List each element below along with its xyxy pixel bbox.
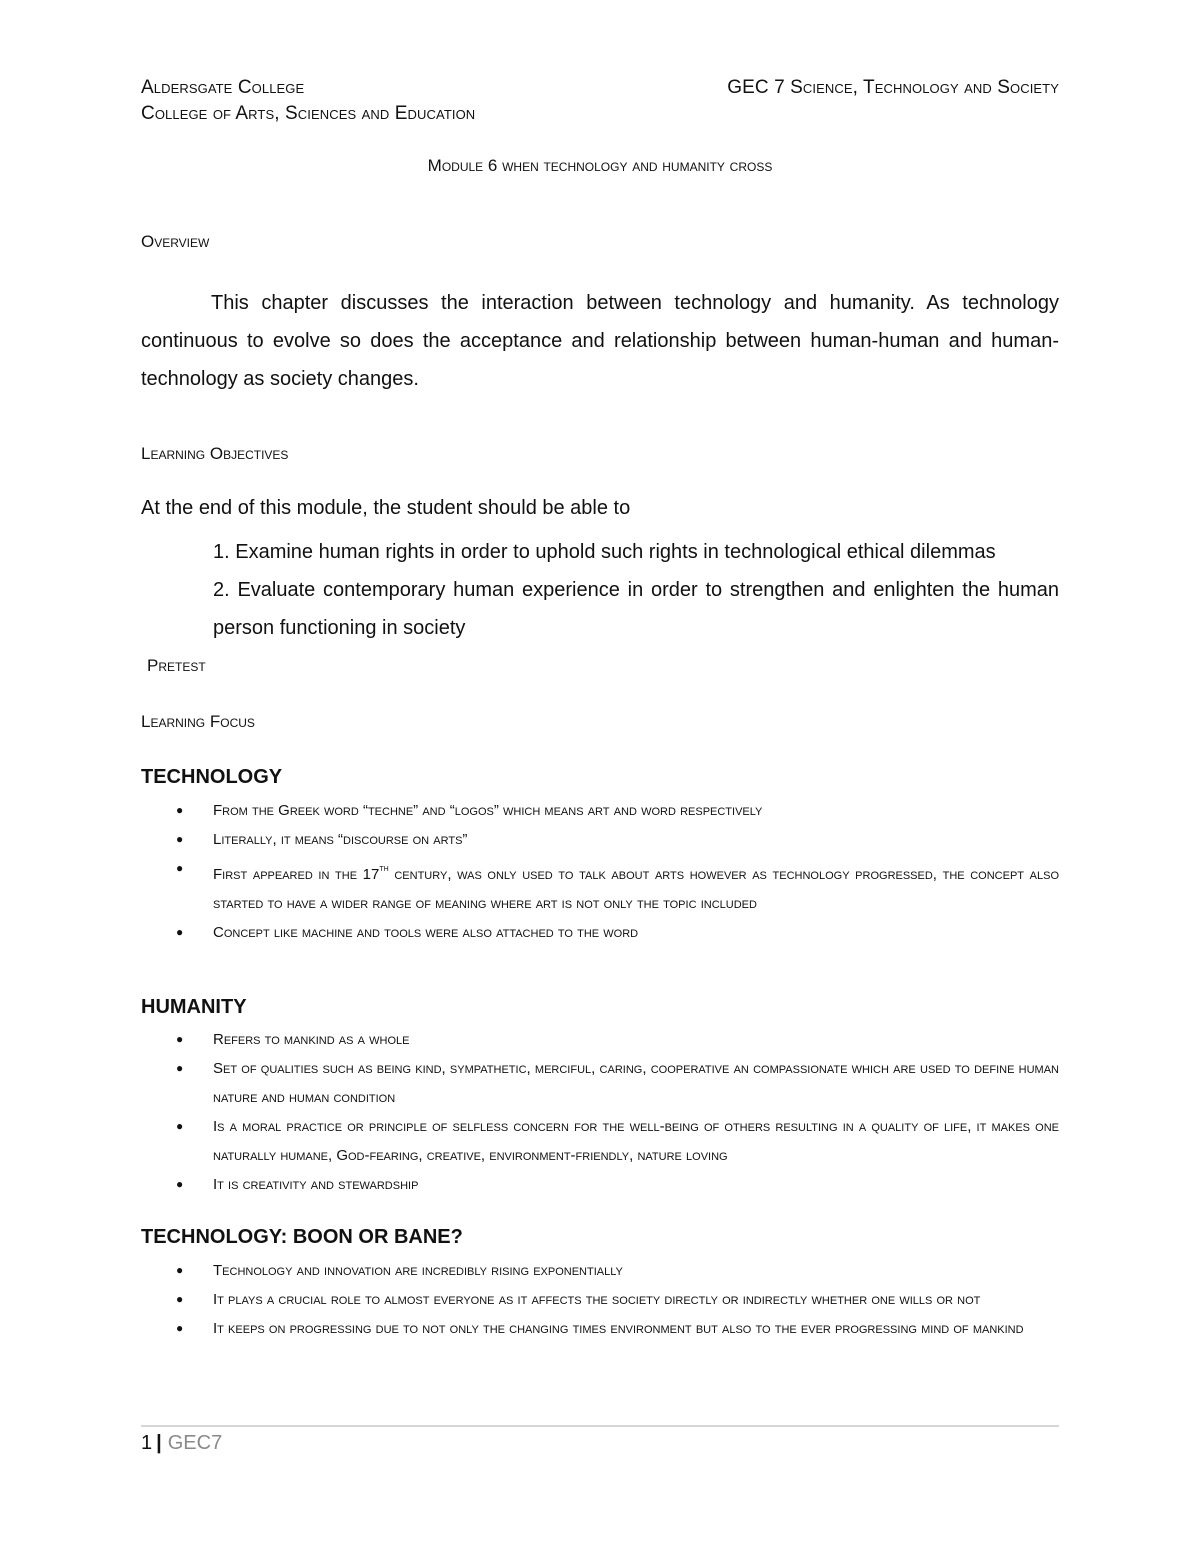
college-name: College of Arts, Sciences and Education xyxy=(141,103,476,124)
bullet-icon: ● xyxy=(176,1061,184,1075)
overview-heading: Overview xyxy=(141,232,210,251)
list-item: ● Concept like machine and tools were also attached to the word xyxy=(141,918,1059,947)
humanity-list xyxy=(141,1025,1059,1199)
technology-heading: TECHNOLOGY xyxy=(141,766,283,788)
list-item: ● Technology and innovation are incredibly rising exponentially xyxy=(141,1256,1059,1285)
list-item: ● It is creativity and stewardship xyxy=(141,1170,1059,1199)
module-subtitle: when technology and humanity cross xyxy=(502,156,773,175)
bullet-icon: ● xyxy=(176,861,184,875)
module-title xyxy=(0,156,1200,176)
institution-name: Aldersgate College xyxy=(141,77,305,98)
boon-or-bane-heading: TECHNOLOGY: BOON OR BANE? xyxy=(141,1226,463,1248)
list-item: ● Refers to mankind as a whole xyxy=(141,1025,1059,1054)
humanity-heading: HUMANITY xyxy=(141,996,247,1018)
overview-text: This chapter discusses the interaction between technology and humanity. As technology continuous to evolve so does the acceptance and relationship between human-human and human- technology as society changes. xyxy=(141,292,1059,390)
list-item: ● It plays a crucial role to almost everyone as it affects the society directly or indirectly whether one wills or not xyxy=(141,1285,1059,1314)
bullet-icon: ● xyxy=(176,1292,184,1306)
page-footer xyxy=(141,1432,222,1455)
page-number: 1 xyxy=(141,1432,153,1454)
learning-focus-heading: Learning Focus xyxy=(141,712,255,731)
bullet-icon: ● xyxy=(176,1177,184,1191)
course-title: GEC 7 Science, Technology and Society xyxy=(727,77,1059,98)
bullet-icon: ● xyxy=(176,1263,184,1277)
objective-item-2: 2. Evaluate contemporary human experience in order to strengthen and enlighten the human person functioning in society xyxy=(213,579,1059,639)
module-label: Module 6 xyxy=(427,156,498,175)
technology-list xyxy=(141,796,1059,947)
superscript: th xyxy=(379,863,389,874)
objectives-intro: At the end of this module, the student should be able to xyxy=(141,497,631,519)
footer-separator: | xyxy=(156,1432,162,1454)
footer-doc-label: GEC7 xyxy=(167,1432,223,1454)
list-item: ● Literally, it means “discourse on arts” xyxy=(141,825,1059,854)
boon-or-bane-list xyxy=(141,1256,1059,1343)
list-item: ● Set of qualities such as being kind, sympathetic, merciful, caring, cooperative an compassionate which are used to define human nature and human condition xyxy=(141,1054,1059,1112)
bullet-icon: ● xyxy=(176,925,184,939)
objectives-heading: Learning Objectives xyxy=(141,444,289,463)
bullet-icon: ● xyxy=(176,832,184,846)
objective-item-1: 1. Examine human rights in order to uphold such rights in technological ethical dilemmas xyxy=(213,541,996,563)
pretest-heading: Pretest xyxy=(147,656,206,675)
list-item: ● Is a moral practice or principle of selfless concern for the well-being of others resulting in a quality of life, it makes one naturally humane, God-fearing, creative, environment-friendly, nature loving xyxy=(141,1112,1059,1170)
list-item: ● First appeared in the 17th century, was only used to talk about arts however as technology progressed, the concept also started to have a wider range of meaning where art is not only the topic included xyxy=(141,854,1059,918)
list-item: ● From the Greek word “techne” and “logos” which means art and word respectively xyxy=(141,796,1059,825)
bullet-icon: ● xyxy=(176,1032,184,1046)
list-item: ● It keeps on progressing due to not only the changing times environment but also to the ever progressing mind of mankind xyxy=(141,1314,1059,1343)
bullet-icon: ● xyxy=(176,1321,184,1335)
footer-divider xyxy=(141,1425,1059,1427)
bullet-icon: ● xyxy=(176,803,184,817)
bullet-icon: ● xyxy=(176,1119,184,1133)
